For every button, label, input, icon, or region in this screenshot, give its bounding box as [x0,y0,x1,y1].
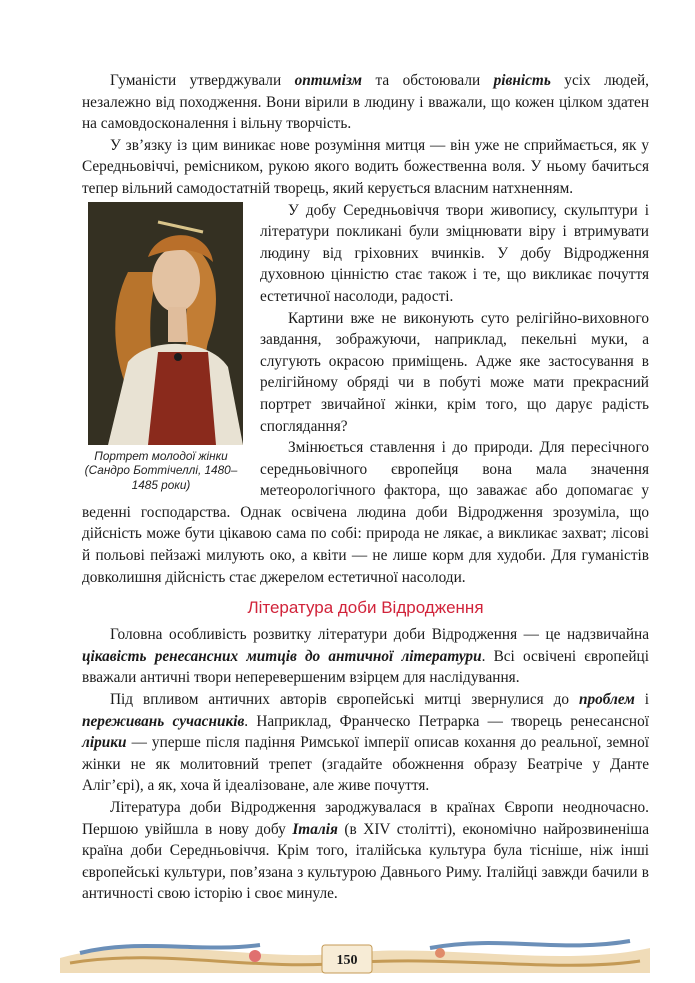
portrait-figure [76,202,246,493]
paragraph-petrarch: Під впливом античних авторів європейські митці звернулися до проблем і переживань сучасників. Наприклад, Франческо Петрарка — творець ренесансної лірики — уперше після падіння Римської імперії описав кохання до реальної, земної жінки не як молитовний трепет (згадайте обожнення образу Беатріче у Данте Аліг’єрі), а як, хоча й ідеалізоване, але живе почуття. [82,691,649,795]
section-heading: Література доби Відродження [247,598,484,618]
portrait-caption: Портрет молодої жінки (Сандро Боттічеллі, 1480–1485 роки) [84,448,238,492]
paragraph-artist: У зв’язку із цим виникає нове розуміння митця — він уже не сприймається, як у Середньовіччі, ремісником, рукою якого водить божественна воля. У ньому бачиться тепер вільний самодостатній творець, який керується власним натхненням. [82,136,649,197]
paragraph-nature: Змінюється ставлення і до природи. Для пересічного середньовічного європейця вона мала значення метеорологічного фактора, що заважає або допомагає у веденні господарства. Однак освічена людина доби Відродження зрозуміла, що дійсність може бути цікавою сама по собі: природа не лякає, а викликає захват; лісові й польові пейзажі милують око, а квіти — не лише корм для худоби. Для гуманістів довколишня дійсність стає джерелом естетичної насолоди. [82,439,649,586]
paragraph-paintings: Картини вже не виконують суто релігійно-виховного завдання, зображуючи, наприклад, пекельні муки, а слугують окрасою приміщень. Адже яке застосування в релігійному обряді чи в побуті може мати прекрасний портрет звичайної жінки, крім того, що дарує радість споглядання? [260,309,649,435]
paragraph-humanists: Гуманісти утверджували оптимізм та обстоювали рівність усіх людей, незалежно від походження. Вони вірили в людину і вважали, що кожен цілком здатен на самовдосконалення і вільну творчість. [82,72,649,133]
page-number: 150 [336,953,358,968]
portrait-image [88,202,243,445]
paragraph-italy: Література доби Відродження зароджувалася в країнах Європи неодночасно. Першою увійшла в нову добу Італія (в XIV столітті), економічно найрозвиненіша країна доби Середньовіччя. Крім того, італійська культура була тісніше, ніж інші європейські культури, пов’язана з культурою Давнього Риму. Італійці завжди бачили в античності свою історію і своє минуле. [82,799,649,903]
paragraph-middle-ages: У добу Середньовіччя твори живопису, скульптури і літератури покликані були зміцнювати віру і втримувати людину від гріховних вчинків. У добу Відродження духовною цінністю стає також і те, що викликає почуття естетичної насолоди, радості. [260,201,649,305]
page-body [82,70,649,905]
paragraph-literature: Головна особливість розвитку літератури доби Відродження — це надзвичайна цікавість ренесансних митців до античної літератури. Всі освічені європейці вважали античні твори неперевершеним взірцем для наслідування. [82,626,649,687]
